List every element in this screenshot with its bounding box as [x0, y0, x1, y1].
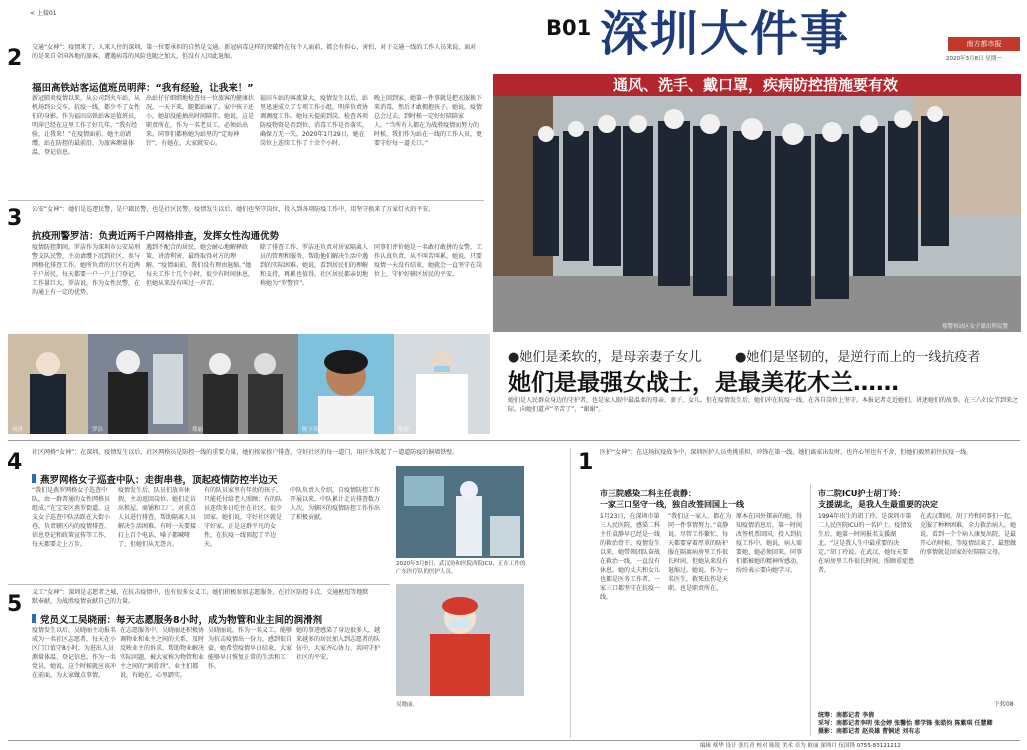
- section-5-col-3: 吴晓丽说，作为一名义工，能够为抗击疫情出一份力，感到很自豪。她希望疫情早日结束，大家能够早日恢复正常的生活和工作。: [208, 627, 292, 670]
- feature-lead: 她们是人民群众身边的守护者，也是家人眼中最温柔的母亲、妻子、女儿。但在疫情发生后，她们冲在抗疫一线，在各自岗位上坚守。本报记者走近她们，讲述她们的故事。在三八妇女节到来之际，向她们道声“辛苦了”、“谢谢”。: [508, 397, 1019, 413]
- portrait-4-name: 陈下玲: [302, 427, 319, 433]
- section-5-intro: 义工“女神”：深圳是志愿者之城，在抗击疫情中，也有很多女义工，她们积极参加志愿服务，在社区防控卡点、交通枢纽等地默默奉献，为战胜疫情贡献自己的力量。: [32, 589, 369, 605]
- section-3-col-3: 除了排查工作，罗洁还负责对居家隔离人员的管理和服务，帮助他们解决生活中遇到的实际困难。她说，看到居民们的理解和支持，再累也值得。社区居民都亲切地称她为“罗警官”。: [260, 244, 368, 287]
- banner-slogan: 通风、洗手、戴口罩，疾病防控措施要有效: [493, 74, 1021, 96]
- portrait-5-image: [394, 334, 490, 434]
- section-1-left-title-b: 一家三口坚守一线，独自改签回国上一线: [600, 500, 744, 509]
- volunteer-photo: [396, 584, 524, 696]
- issue-date: 2020年3月8日 星期一: [946, 56, 1002, 62]
- kicker-soft: ●她们是柔软的，是母亲妻子女儿: [508, 350, 702, 365]
- section-5-title: 党员义工吴晓丽：每天志愿服务8小时，成为物管和业主间的润滑剂: [40, 615, 323, 626]
- section-1-left-col-1: 1月23日，在深圳市第三人民医院，感染二科主任袁静早已经是一线的救治骨干。疫情发生以来，她带领团队奋战在救治一线，一直没有休息。她的丈夫和女儿也都是医务工作者，一家三口都坚守在抗疫一线。: [600, 513, 661, 601]
- masthead-logo: 南方都市报: [948, 37, 1020, 51]
- portrait-4: [298, 334, 394, 434]
- divider: [8, 440, 1020, 441]
- jump-from: < 上接01: [30, 10, 57, 17]
- portrait-3-name: 郑丽: [192, 427, 204, 433]
- portrait-1-image: [8, 334, 88, 434]
- section-4-intro: 社区网格“女神”：在深圳，疫情发生以后，社区网格员是防控一线的重要力量，她们挨家挨户排查，守好社区的每一道门，用汗水筑起了一道道防疫的铜墙铁壁。: [32, 449, 459, 456]
- portrait-5-name: 蔡静: [398, 427, 410, 433]
- jump-to: 下转08: [994, 701, 1014, 708]
- portrait-1-name: 周萍: [12, 427, 24, 433]
- section-1-left-col-2: “我们这一家人，都在为同一件事情努力。”袁静说。尽管工作繁忙，每天都要穿着厚重的防护服在隔离病房里工作很长时间，但她从来没有退缩过。她说，作为一名医生，救死扶伤是天职，也是职责所在。: [668, 513, 732, 592]
- section-1-right-col-2: 在武汉期间，胡丁玲和同事们一起，克服了种种困难，全力救治病人。她说，看到一个个病人康复出院，是最开心的时候。等疫情结束了，最想做的事情就是回家好好陪陪父母。: [920, 513, 1017, 556]
- page-title: 深圳大件事: [600, 6, 851, 62]
- section-4-col-3: 有的队员家里有年幼的孩子，只能托付给老人照顾；有的队员连续多日吃住在社区，很少回家。她们说，守好社区就是守好家。正是这群平凡的女性，在抗疫一线顶起了半边天。: [204, 487, 283, 548]
- column-divider: [570, 448, 571, 738]
- section-5-col-2: 在志愿服务中，吴晓丽还积极协调物业和业主之间的关系，及时反映业主的诉求，帮助物业解决实际问题，被大家称为物管和业主之间的“润滑剂”。业主们都说，有她在，心里踏实。: [120, 627, 204, 679]
- group-photo: [493, 96, 1021, 332]
- section-number-2: 2: [7, 46, 23, 71]
- section-2-intro: 交通“女神”：疫情来了，人来人往的深圳，第一位要承担的自然是交通。新冠病毒这样的突破性在每个人面前，都会有担心，害怕，对于交通一线的工作人员来说，面对的是来自全国各地的旅客，遭遇病毒的风险也随之加大，但没有人因此退缩。: [32, 44, 477, 60]
- section-3-intro: 公安“女神”：她们是巡逻民警，是户籍民警，也是社区民警。疫情发生以后，她们也坚守岗位，投入到各项防疫工作中，用坚守换来了万家灯火的平安。: [32, 206, 435, 213]
- section-5-col-1: 疫情发生以后，吴晓丽主动报名成为一名社区志愿者，每天在小区门口值守8小时，为进出人员测量体温、登记信息。作为一名党员，她说，这个时候就应该冲在前面，为大家做点事情。: [32, 627, 116, 679]
- section-1-intro: 医护“女神”：在这场抗疫战争中，深圳医护人员勇挑重担，冲锋在第一线。她们离家出发时，也许心里也有不舍，但她们毅然前往抗疫一线。: [600, 449, 973, 456]
- group-photo-illustration: [493, 96, 1021, 332]
- section-1-right-title-b: 支援湖北，是我人生最重要的决定: [818, 500, 938, 509]
- feature-headline: 她们是最强女战士，是最美花木兰……: [508, 370, 899, 396]
- section-number-5: 5: [7, 592, 23, 617]
- volunteer-photo-image: [396, 584, 524, 696]
- section-5-col-4: 她的事迹感染了身边很多人，越来越多的居民加入到志愿者的队伍中，大家齐心协力，共同守护社区的平安。: [296, 627, 381, 661]
- portrait-2-image: [88, 334, 188, 434]
- section-3-col-2: 遇到不配合的居民，她会耐心地解释政策，讲清利害，最终取得对方的理解。“疫情面前，我们没有理由退缩。”她每天工作十几个小时，很少有时间休息，但她从来没有叫过一声苦。: [146, 244, 254, 287]
- section-2-title: 福田高铁站客运值班员明萍：“我有经验，让我来！”: [32, 83, 254, 94]
- portrait-3-image: [188, 334, 298, 434]
- section-4-col-4: 中队负责人介绍，自疫情防控工作开展以来，中队累计走访排查数万人次，为辖区的疫情防控工作作出了积极贡献。: [290, 487, 380, 521]
- section-1-left-title-a: 市三院感染二科主任袁静：: [600, 489, 696, 498]
- section-4-col-1: “我们是燕罗网格女子巡查中队，由一群普通的女性网格员组成。”在宝安区燕罗街道，这支女子巡查中队活跃在大街小巷，负责辖区内的疫情排查、信息登记和政策宣传等工作，每天都要走上万步。: [32, 487, 111, 548]
- section-2-col-2: 出站仔仔细细地检查每一位旅客的健康状况，一天下来，腿都站麻了。家中孩子还小，她却没能抽出时间陪伴。她说，这是职责所在，作为一名老员工，必须站出来。同事们都称她为站里的“定海神针”，有她在，大家就安心。: [146, 95, 254, 147]
- credits: 统筹：南都记者 李倩 采写：南都记者李明 张会婷 张馨怡 蔡学锋 张皓钧 陈紫琪 任慧卿 摄影：南都记者 赵炎雄 曹铜述 刘有志: [818, 712, 993, 735]
- portrait-1: [8, 334, 88, 434]
- divider: [8, 584, 390, 585]
- group-photo-caption: 蔡警察站区女子派出所民警: [942, 324, 1009, 330]
- edition-number: B01: [546, 16, 592, 40]
- section-2-col-3: 福田车站的客流量大，疫情发生以后，站里迅速成立了专项工作小组，明萍负责协调调度工作。她每天提前到岗，检查各项防疫物资是否到位，消毒工作是否落实，确保万无一失。2020年1月29日，她在岗位上连续工作了十余个小时。: [260, 95, 368, 147]
- portrait-2: [88, 334, 188, 434]
- section-2-col-4: 晚上回到家，她第一件事就是把衣服换下来消毒，然后才敢拥抱孩子。她说，疫情总会过去，到时候一定好好陪陪家人。“当所有人都在为战胜疫情而努力的时候，我们作为站在一线的工作人员，更要守好每一道关口。”: [374, 95, 482, 147]
- section-number-4: 4: [7, 450, 23, 475]
- portrait-3: [188, 334, 298, 434]
- title-marker: [32, 474, 36, 483]
- footer-credits: 编辑 蔡华 设计 张红青 校对 陈锐 美术 卓为 欧丽 深圳月 伍国锋 0755-83121212: [700, 743, 901, 749]
- hospital-photo-caption: 2020年3月8日，武汉协和医院西院ICU，正在工作的广东医疗队的医护人员。: [396, 561, 526, 575]
- column-divider: [810, 484, 811, 736]
- section-4-col-2: 疫情发生后，队员们放弃休假，主动返回岗位。她们走访出租屋、商铺和工厂，对重点人员进行排查，帮助隔离人员解决生活困难。有时一天要接打上百个电话，嗓子都喊哑了，但她们从无怨言。: [118, 487, 197, 548]
- portrait-5: [394, 334, 490, 434]
- section-3-col-1: 疫情防控期间，罗洁作为深圳市公安局刑警支队民警，主动请缨下沉到社区，参与网格化排查工作。她所负责的片区有近两千户居民，每天都要一户一户上门登记，工作量巨大。罗洁说，作为女性民警，在沟通上有一定的优势。: [32, 244, 140, 296]
- section-1-right-title-a: 市二院ICU护士胡丁玲：: [818, 489, 906, 498]
- portrait-4-image: [298, 334, 394, 434]
- volunteer-photo-caption: 吴晓丽。: [396, 702, 419, 708]
- section-3-col-4: 同事们评价她是一名敢打敢拼的女警，工作认真负责，从不叫苦叫累。她说，只要疫情一天没有结束，她就会一直坚守在岗位上，守护好辖区居民的平安。: [374, 244, 482, 278]
- section-1-left-col-3: 原本在国外探亲的她，得知疫情消息后，第一时间改签机票回国，投入到抗疫工作中。她说，病人需要她，她必须回来。同事们都被她的精神所感动，纷纷表示要向她学习。: [736, 513, 802, 574]
- hospital-photo-image: [396, 466, 524, 558]
- kicker-strong: ●她们是坚韧的，是逆行而上的一线抗疫者: [735, 350, 981, 365]
- section-2-col-1: 新冠肺炎疫情以来，从公司到火车站，从机场到公交车，抗疫一线，都少不了女性们的身影。作为福田高铁站客运值班员，明萍已经在这里工作了好几年。“我有经验，让我来！”在疫情面前，她主动请缨，站在防控的最前沿，为旅客测量体温、登记信息。: [32, 95, 140, 156]
- section-3-title: 抗疫刑警罗洁：负责近两千户网格排查，发挥女性沟通优势: [32, 231, 280, 242]
- section-4-title: 燕罗网格女子巡查中队：走街串巷，顶起疫情防控半边天: [40, 475, 278, 486]
- divider: [8, 200, 484, 201]
- section-1-right-col-1: 1994年出生的胡丁玲，是深圳市第二人民医院ICU的一名护士。疫情发生后，她第一时间报名支援湖北。“这是我人生中最重要的决定。”胡丁玲说。在武汉，她每天要在病房里工作很长时间，照顾重症患者。: [818, 513, 914, 574]
- section-number-3: 3: [7, 206, 23, 231]
- section-number-1: 1: [578, 450, 594, 475]
- hospital-photo: [396, 466, 524, 558]
- portrait-2-name: 罗洁: [92, 427, 104, 433]
- title-marker: [32, 614, 36, 623]
